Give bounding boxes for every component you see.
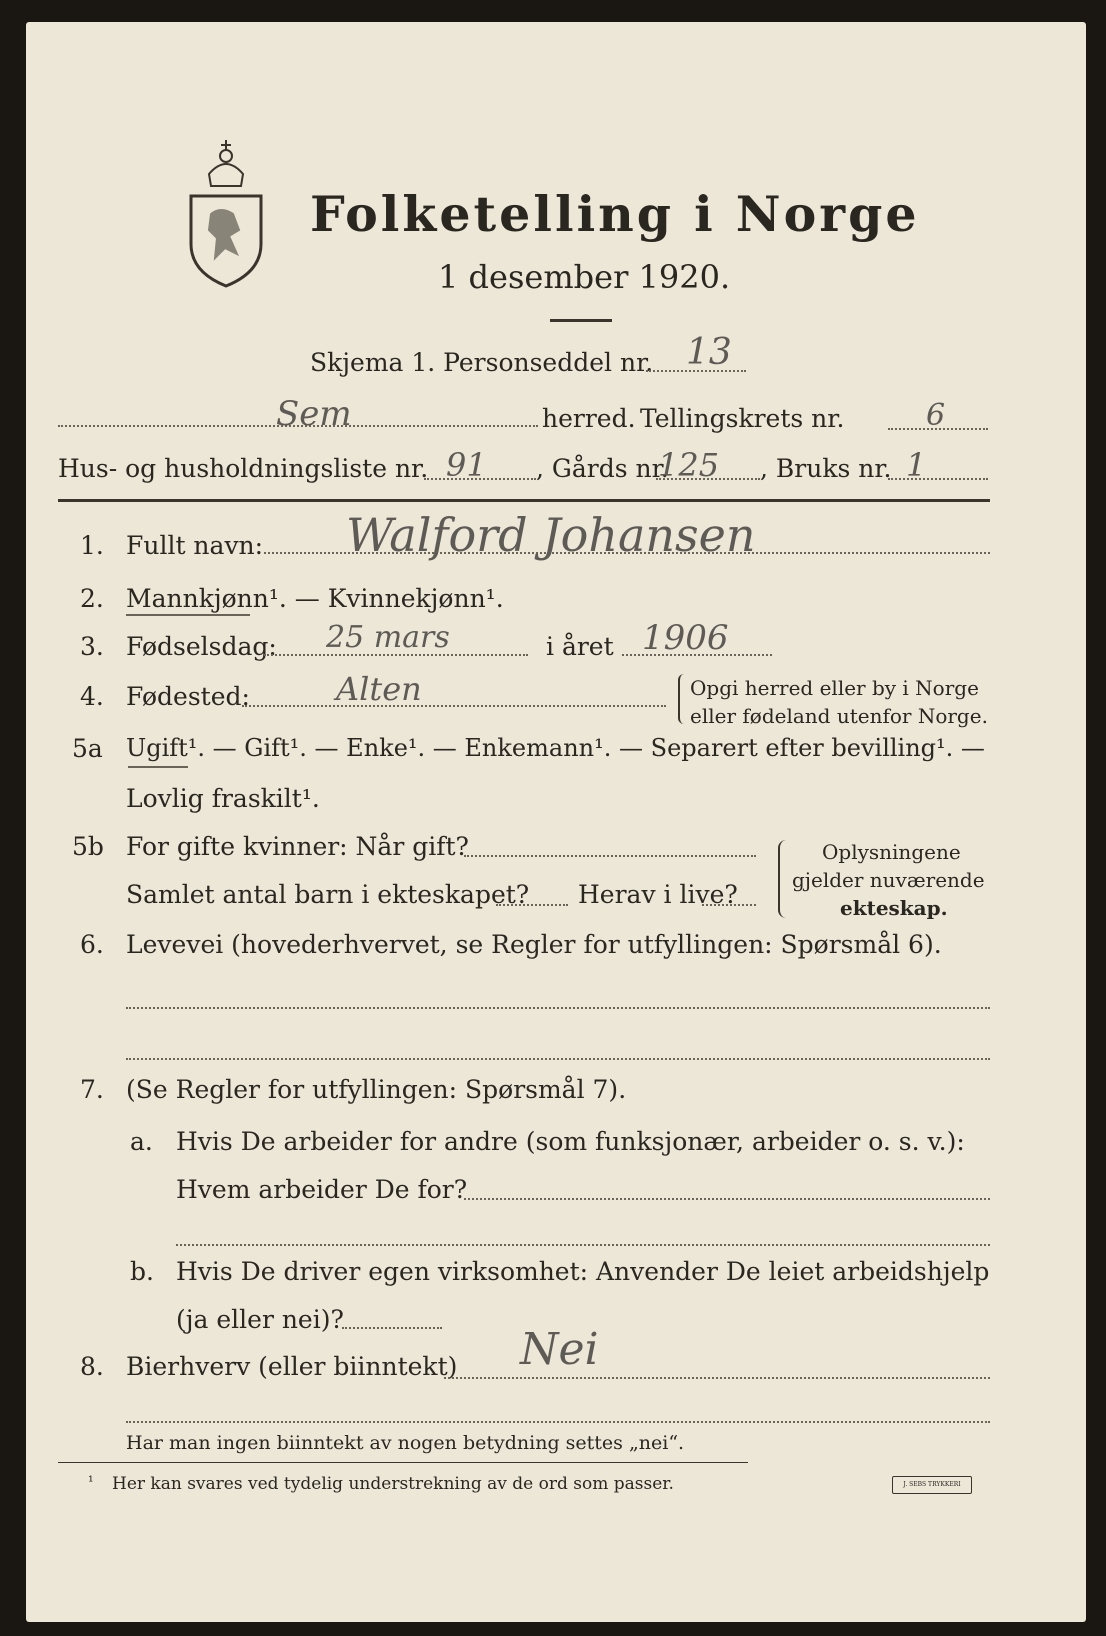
husliste-nr: 91 <box>446 446 487 484</box>
bruks-nr: 1 <box>906 446 927 484</box>
q7a-label: Hvis De arbeider for andre (som funksjonær, arbeider o. s. v.): <box>176 1127 965 1156</box>
gards-label: , Gårds nr. <box>536 454 669 483</box>
coat-of-arms-icon <box>181 134 271 289</box>
birthplace-value: Alten <box>336 670 422 708</box>
header-divider <box>58 499 990 502</box>
q4-note-line1: Opgi herred eller by i Norge <box>690 676 979 700</box>
herred-value: Sem <box>276 394 352 434</box>
footer-note: Har man ingen biinntekt av nogen betydning settes „nei“. <box>126 1432 685 1454</box>
personseddel-nr: 13 <box>686 332 732 373</box>
q7-number: 7. <box>80 1075 104 1104</box>
skjema-label: Skjema 1. Personseddel nr. <box>310 348 654 377</box>
q5b-note-line3: ekteskap. <box>840 896 948 920</box>
q6-label: Levevei (hovederhvervet, se Regler for utfyllingen: Spørsmål 6). <box>126 930 942 959</box>
q7a-number: a. <box>130 1127 153 1156</box>
q8-label: Bierhverv (eller biinntekt) <box>126 1352 458 1381</box>
bruks-label: , Bruks nr. <box>760 454 892 483</box>
q5b-note-line1: Oplysningene <box>822 840 961 864</box>
tellingskrets-label: Tellingskrets nr. <box>640 404 845 433</box>
herred-label: herred. <box>542 404 636 433</box>
q6-number: 6. <box>80 930 104 959</box>
bierhverv-value: Nei <box>520 1324 599 1375</box>
q5b-number: 5b <box>72 832 104 861</box>
q7-label: (Se Regler for utfyllingen: Spørsmål 7). <box>126 1075 627 1104</box>
q5b-bracket <box>778 840 788 918</box>
q1-label: Fullt navn: <box>126 531 264 560</box>
q8-number: 8. <box>80 1352 104 1381</box>
q5b-label: For gifte kvinner: Når gift? <box>126 832 469 861</box>
title-divider <box>550 319 612 322</box>
q5a-label2: Lovlig fraskilt¹. <box>126 784 320 813</box>
q7b-label2: (ja eller nei)? <box>176 1305 344 1334</box>
q2-number: 2. <box>80 584 104 613</box>
q5b-note-line2: gjelder nuværende <box>792 868 985 892</box>
q3-label: Fødselsdag: <box>126 632 277 661</box>
q4-label: Fødested: <box>126 682 250 711</box>
q4-number: 4. <box>80 682 104 711</box>
footer-divider <box>58 1462 748 1463</box>
q3-number: 3. <box>80 632 104 661</box>
q5b-label3: Herav i live? <box>578 880 738 909</box>
q4-note-line2: eller fødeland utenfor Norge. <box>690 704 988 728</box>
q3-year-label: i året <box>546 632 614 661</box>
tellingskrets-nr: 6 <box>926 398 946 433</box>
birthdate-value: 25 mars <box>326 620 450 655</box>
footnote-text: Her kan svares ved tydelig understrekning av de ord som passer. <box>112 1474 674 1494</box>
q7b-number: b. <box>130 1257 154 1286</box>
printer-stamp-text: J. SEBS TRYKKERI <box>903 1481 961 1488</box>
printer-stamp <box>892 1476 972 1494</box>
q7b-label: Hvis De driver egen virksomhet: Anvender De leiet arbeidshjelp <box>176 1257 990 1286</box>
form-title: Folketelling i Norge <box>310 185 920 243</box>
birth-year-value: 1906 <box>642 618 729 658</box>
q2-label: Mannkjønn¹. — Kvinnekjønn¹. <box>126 584 504 613</box>
gards-nr: 125 <box>658 446 720 484</box>
full-name-value: Walford Johansen <box>346 508 756 562</box>
q5a-label: Ugift¹. — Gift¹. — Enke¹. — Enkemann¹. — Separert efter bevilling¹. — <box>126 734 985 762</box>
census-form-page <box>26 22 1086 1622</box>
q5a-number: 5a <box>72 734 103 763</box>
form-date: 1 desember 1920. <box>438 258 731 296</box>
q7a-label2: Hvem arbeider De for? <box>176 1175 468 1204</box>
q4-bracket <box>678 674 686 724</box>
q5b-label2: Samlet antal barn i ekteskapet? <box>126 880 530 909</box>
ugift-underline <box>128 766 188 768</box>
mannkjonn-underline <box>126 614 250 616</box>
husliste-label: Hus- og husholdningsliste nr. <box>58 454 429 483</box>
footnote-mark: ¹ <box>88 1474 94 1490</box>
q1-number: 1. <box>80 531 104 560</box>
